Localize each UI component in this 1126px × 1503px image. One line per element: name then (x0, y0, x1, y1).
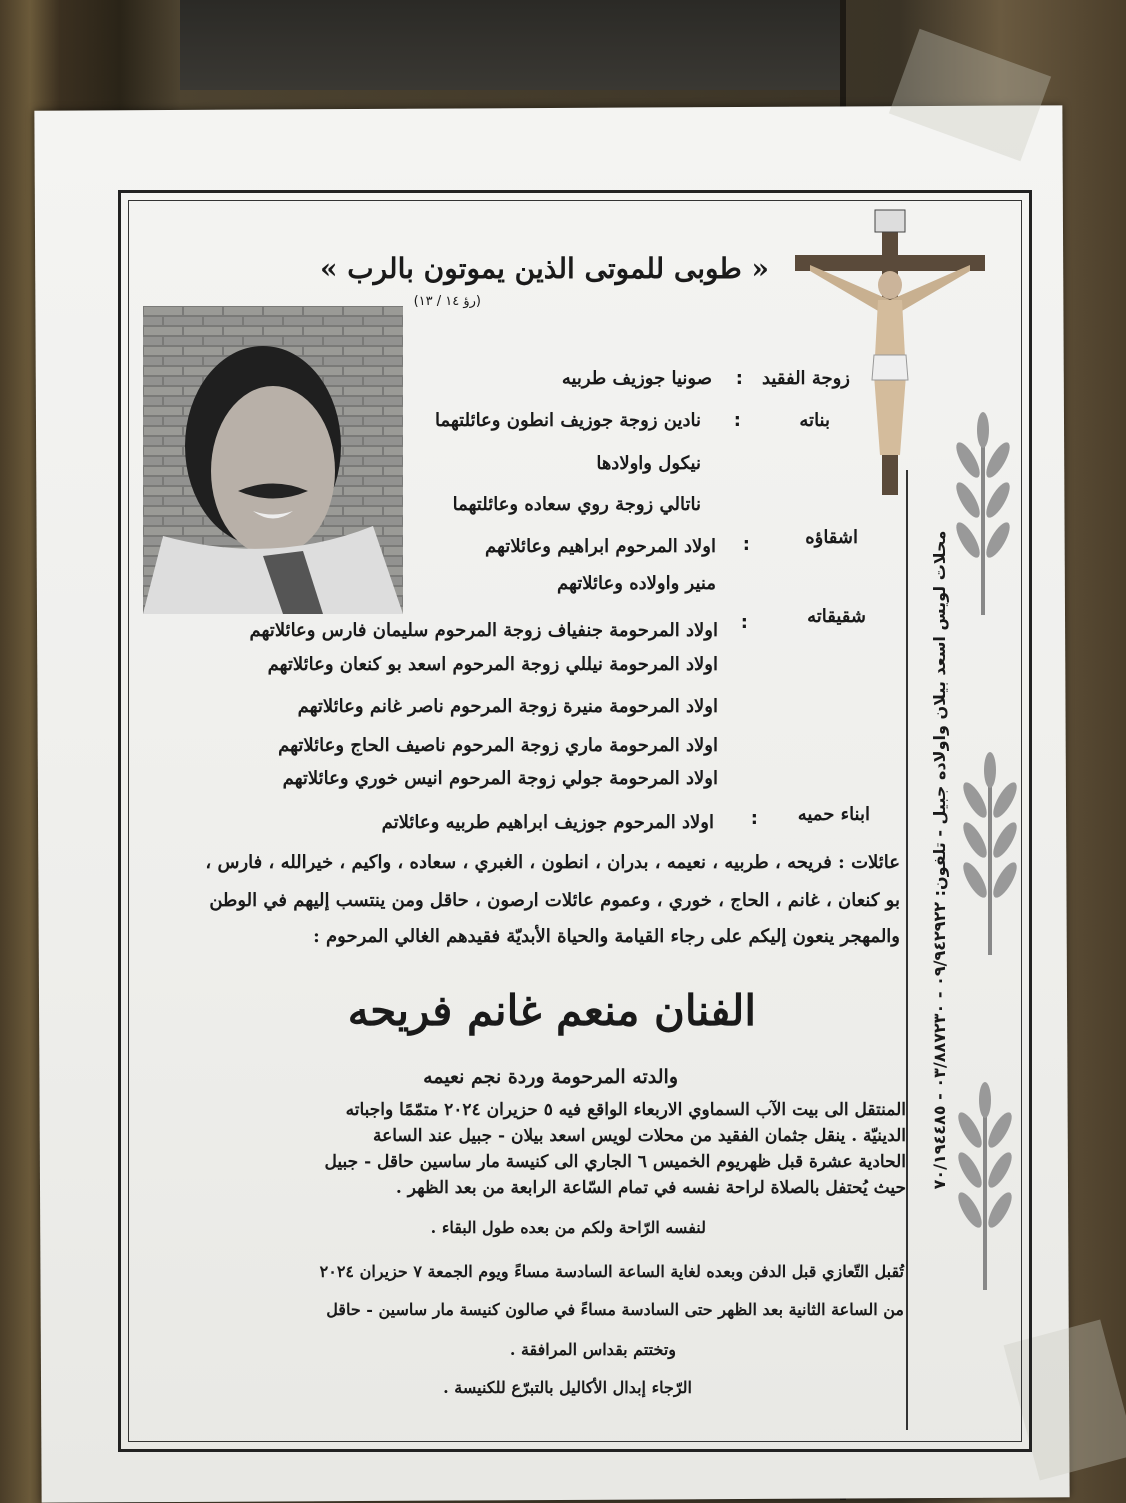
deceased-name: الفنان منعم غانم فريحه (347, 986, 756, 1035)
wheat-icon (955, 745, 1025, 955)
relative-line: اولاد المرحومة ماري زوجة المرحوم ناصيف الحاج وعائلاتهم (278, 735, 718, 756)
relative-line: اولاد المرحوم ابراهيم وعائلاتهم (485, 536, 716, 557)
relative-line: اولاد المرحومة منيرة زوجة المرحوم ناصر غانم وعائلاتهم (297, 696, 718, 717)
families-line: بو كنعان ، غانم ، الحاج ، خوري ، وعموم عائلات ارصون ، حاقل ومن ينتسب إليهم في الوطن (209, 890, 900, 911)
colon: : (740, 612, 748, 633)
relative-line: اولاد المرحومة جنفياف زوجة المرحوم سليمان فارس وعائلاتهم (249, 620, 718, 641)
relation-label-wife: زوجة الفقيد (761, 368, 850, 389)
relative-line: صونيا جوزيف طربيه (561, 368, 712, 389)
relation-label-sisters: شقيقاته (807, 606, 866, 627)
verse-reference: (رؤ ١٤ / ١٣) (413, 294, 481, 309)
colon: : (750, 808, 758, 829)
funeral-line: حيث يُحتفل بالصلاة لراحة نفسه في تمام السّاعة الرابعة من بعد الظهر . (395, 1178, 906, 1198)
colon: : (735, 368, 743, 389)
funeral-line: الدينيّة . ينقل جثمان الفقيد من محلات لويس اسعد بيلان - جبيل عند الساعة (372, 1126, 906, 1146)
condolence-line: تُقبل التّعازي قبل الدفن وبعده لغاية الساعة السادسة مساءً ويوم الجمعة ٧ حزيران ٢٠٢٤ (319, 1262, 904, 1281)
wall-background (180, 0, 840, 90)
colon: : (733, 410, 741, 431)
relative-line: منير واولاده وعائلاتهم (556, 573, 716, 594)
families-line: والمهجر ينعون إليكم على رجاء القيامة والحياة الأبديّة فقيدهم الغالي المرحوم : (313, 926, 900, 947)
relative-line: اولاد المرحومة جولي زوجة المرحوم انيس خوري وعائلاتهم (282, 768, 718, 789)
sidebar-divider (906, 470, 908, 1430)
relative-line: نيكول واولادها (596, 453, 701, 474)
condolence-line: وتختتم بقداس المرافقة . (509, 1340, 676, 1359)
bible-verse: « طوبى للموتى الذين يموتون بالرب » (320, 252, 769, 285)
relation-label-daughters: بناته (799, 410, 830, 431)
colon: : (742, 534, 750, 555)
relative-line: اولاد المرحوم جوزيف ابراهيم طربيه وعائلاتم (381, 812, 714, 833)
deceased-photo (143, 306, 403, 614)
funeral-line: الحادية عشرة قبل ظهريوم الخميس ٦ الجاري الى كنيسة مار ساسين حاقل - جبيل (324, 1152, 906, 1172)
relative-line: اولاد المرحومة نيللي زوجة المرحوم اسعد بو كنعان وعائلاتهم (267, 654, 718, 675)
relative-line: نادين زوجة جوزيف انطون وعائلتهما (434, 410, 701, 431)
wheat-icon (948, 405, 1018, 615)
relation-label-in-laws: ابناء حميه (797, 804, 870, 825)
funeral-home-credit: محلات لويس اسعد بيلان واولاده جبيل - تلفون: ٠٩/٩٤٢٩٢٢ - ٠٣/٨٨٧٢٣٠ - ٧٠/١٩٤٤٨٥ (930, 530, 949, 1190)
relation-label-brothers: اشقاؤه (805, 527, 858, 548)
blessing-line: لنفسه الرّاحة ولكم من بعده طول البقاء . (430, 1218, 706, 1237)
deceased-mother: والدته المرحومة وردة نجم نعيمه (423, 1066, 678, 1088)
wheat-icon (950, 1075, 1020, 1295)
families-line: عائلات : فريحه ، طربيه ، نعيمه ، بدران ، انطون ، الغبري ، سعاده ، واكيم ، خيرالله ، فارس ، (205, 852, 900, 873)
relative-line: ناتالي زوجة روي سعاده وعائلتهما (452, 494, 701, 515)
closing-note: الرّجاء إبدال الأكاليل بالتبرّع للكنيسة . (443, 1378, 692, 1397)
condolence-line: من الساعة الثانية بعد الظهر حتى السادسة مساءً في صالون كنيسة مار ساسين - حاقل (326, 1300, 904, 1319)
funeral-line: المنتقل الى بيت الآب السماوي الاربعاء الواقع فيه ٥ حزيران ٢٠٢٤ متمّمًا واجباته (345, 1100, 906, 1120)
